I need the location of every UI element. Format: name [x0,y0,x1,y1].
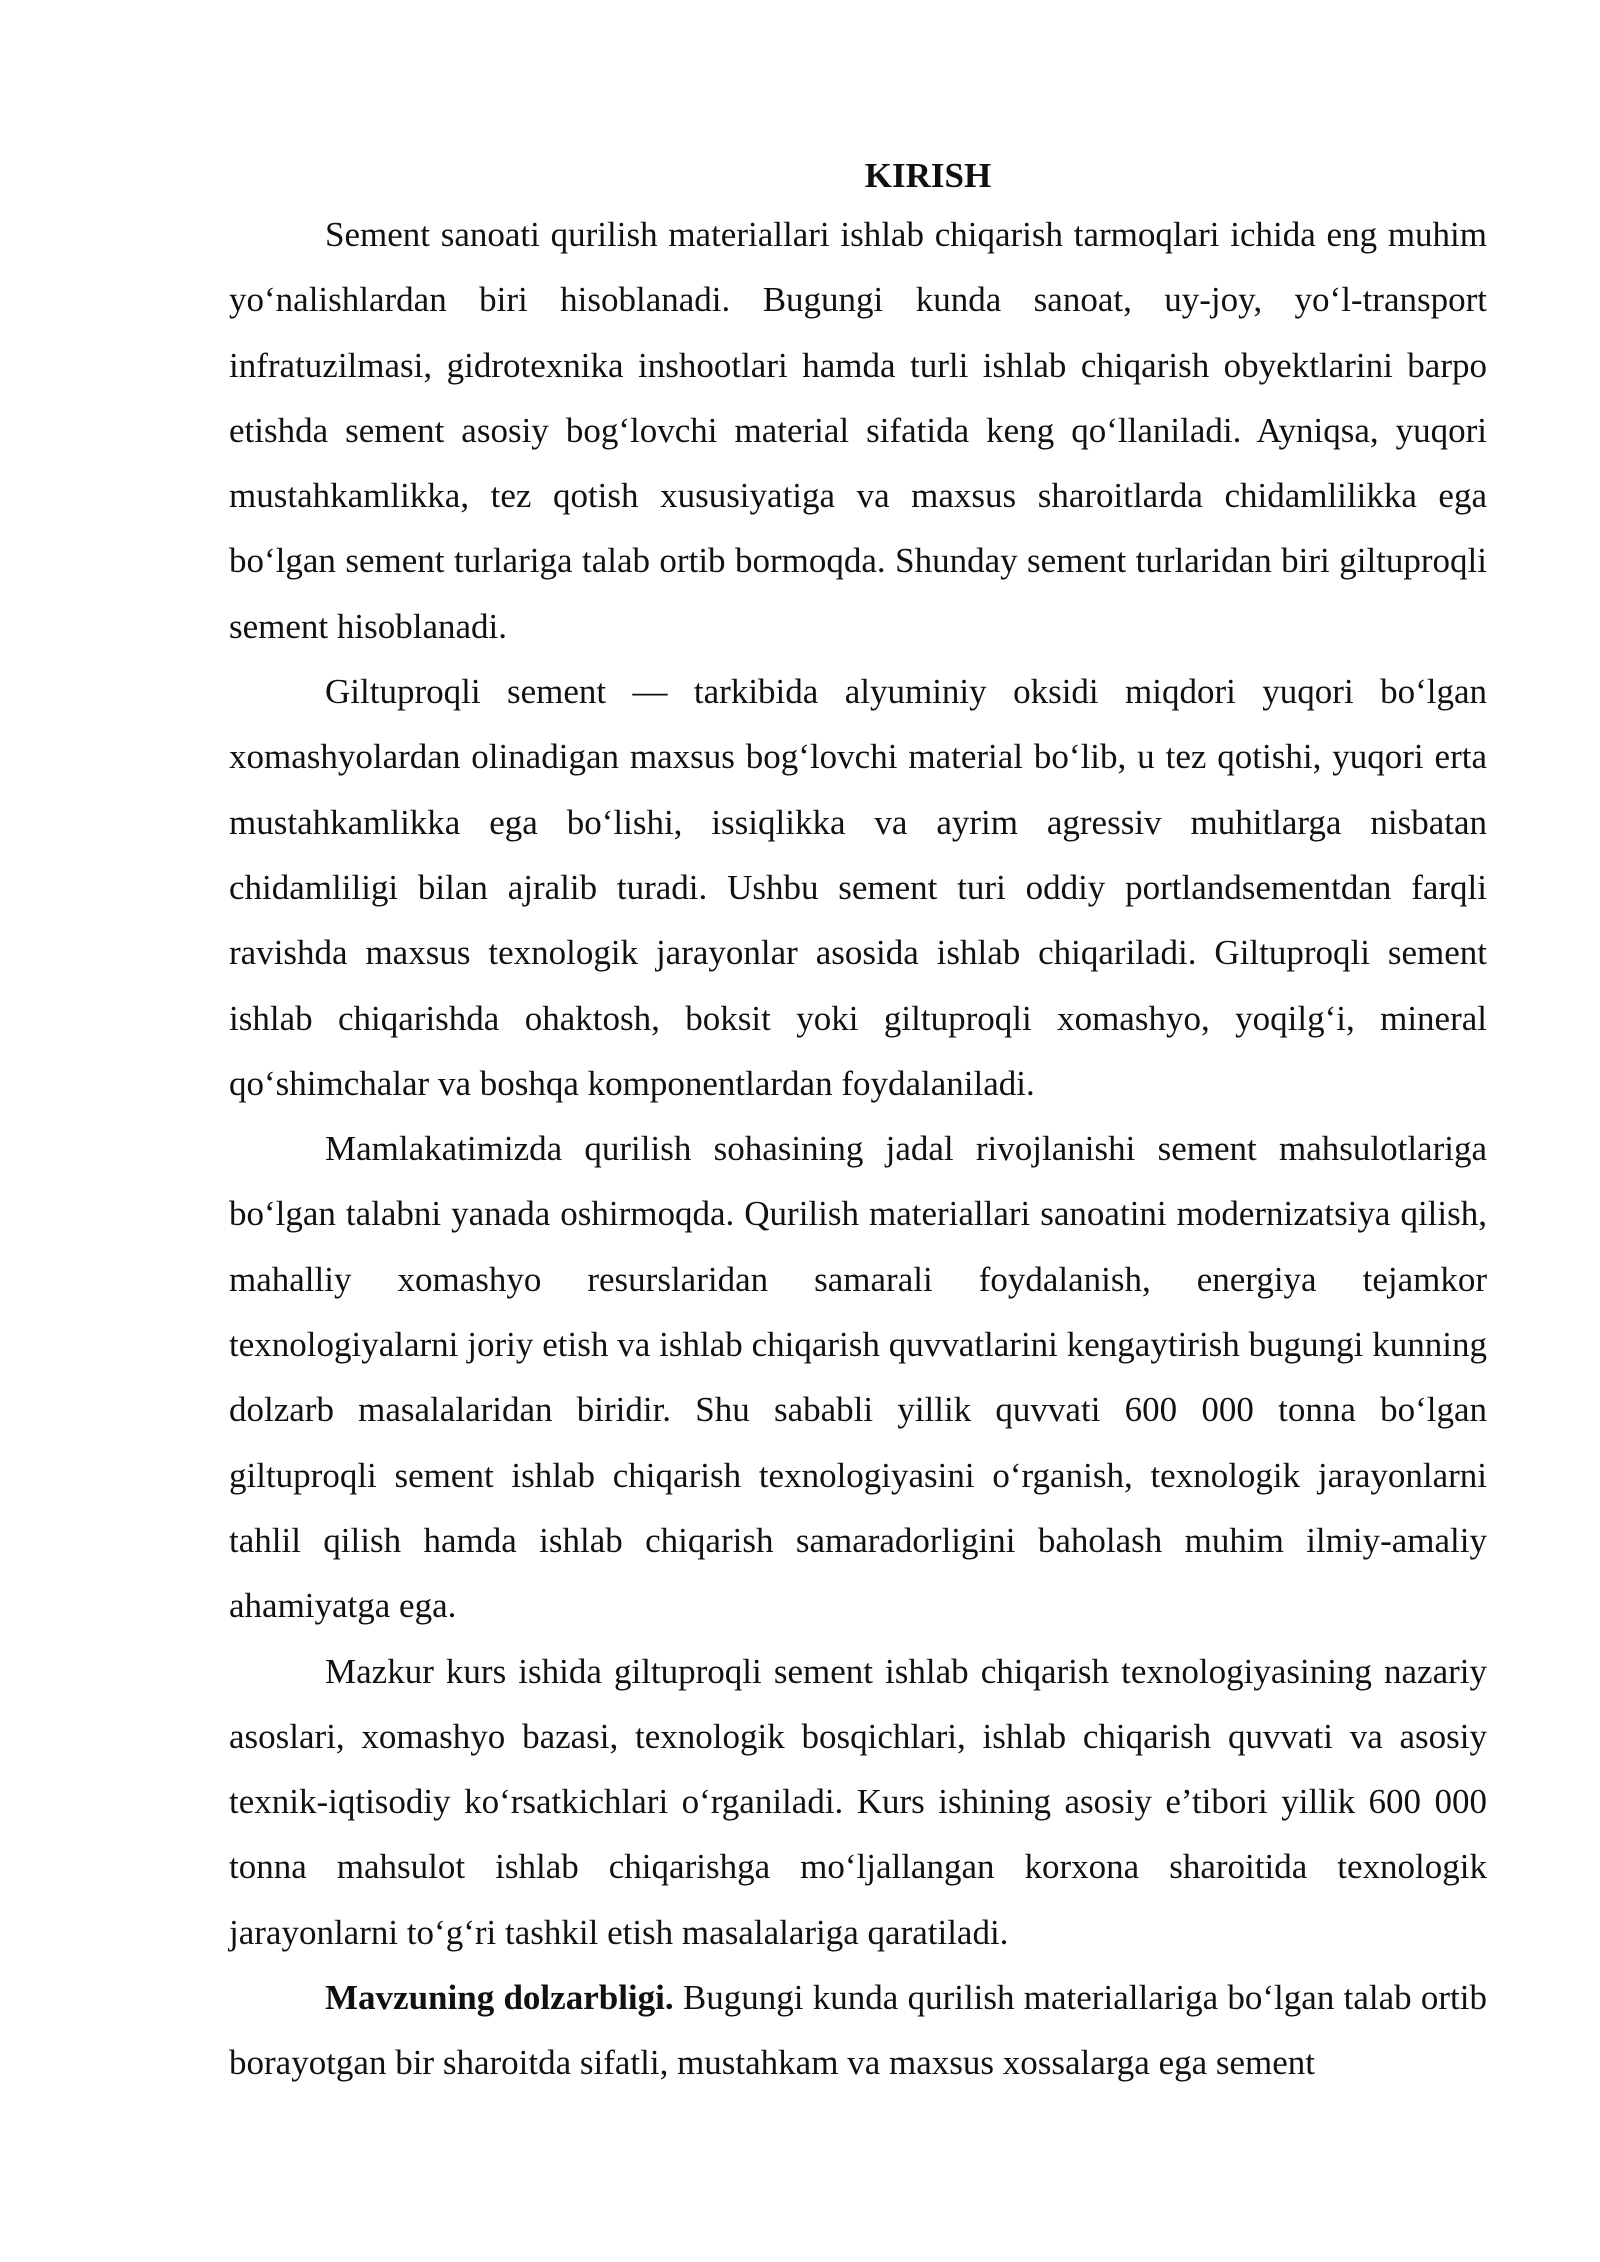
document-body [229,150,1487,2096]
relevance-text: Bugungi kunda qurilish materiallariga bo‘lgan talab ortib borayotgan bir sharoitda sifatli, mustahkam va maxsus xossalarga ega sement [229,1978,1487,2083]
paragraph-national-context: Mamlakatimizda qurilish sohasining jadal rivojlanishi sement mahsulotlariga bo‘lgan talabni yanada oshirmoqda. Qurilish materiallari sanoatini modernizatsiya qilish, mahalliy xomashyo resurslaridan samarali foydalanish, energiya tejamkor texnologiyalarni joriy etish va ishlab chiqarish quvvatlarini kengaytirish bugungi kunning dolzarb masalalaridan biridir. Shu sababli yillik quvvati 600 000 tonna bo‘lgan giltuproqli sement ishlab chiqarish texnologiyasini o‘rganish, texnologik jarayonlarni tahlil qilish hamda ishlab chiqarish samaradorligini baholash muhim ilmiy-amaliy ahamiyatga ega. [229,1129,1487,1626]
paragraph-relevance [229,1965,1487,2096]
relevance-heading: Mavzuning dolzarbligi. [325,1978,674,2018]
paragraph-definition: Giltuproqli sement — tarkibida alyuminiy oksidi miqdori yuqori bo‘lgan xomashyolardan olinadigan maxsus bog‘lovchi material bo‘lib, u tez qotishi, yuqori erta mustahkamlikka ega bo‘lishi, issiqlikka va ayrim agressiv muhitlarga nisbatan chidamliligi bilan ajralib turadi. Ushbu sement turi oddiy portlandsementdan farqli ravishda maxsus texnologik jarayonlar asosida ishlab chiqariladi. Giltuproqli sement ishlab chiqarishda ohaktosh, boksit yoki giltuproqli xomashyo, yoqilg‘i, mineral qo‘shimchalar va boshqa komponentlardan foydalaniladi. [229,672,1487,1103]
paragraph-intro: Sement sanoati qurilish materiallari ishlab chiqarish tarmoqlari ichida eng muhim yo‘nalishlardan biri hisoblanadi. Bugungi kunda sanoat, uy-joy, yo‘l-transport infratuzilmasi, gidrotexnika inshootlari hamda turli ishlab chiqarish obyektlarini barpo etishda sement asosiy bog‘lovchi material sifatida keng qo‘llaniladi. Ayniqsa, yuqori mustahkamlikka, tez qotish xususiyatiga va maxsus sharoitlarda chidamlilikka ega bo‘lgan sement turlariga talab ortib bormoqda. Shunday sement turlaridan biri giltuproqli sement hisoblanadi. [229,215,1487,646]
paragraph-course-scope: Mazkur kurs ishida giltuproqli sement ishlab chiqarish texnologiyasining nazariy asoslari, xomashyo bazasi, texnologik bosqichlari, ishlab chiqarish quvvati va asosiy texnik-iqtisodiy ko‘rsatkichlari o‘rganiladi. Kurs ishining asosiy e’tibori yillik 600 000 tonna mahsulot ishlab chiqarishga mo‘ljallangan korxona sharoitida texnologik jarayonlarni to‘g‘ri tashkil etish masalalariga qaratiladi. [229,1651,1487,1952]
page-title: KIRISH [864,156,992,195]
